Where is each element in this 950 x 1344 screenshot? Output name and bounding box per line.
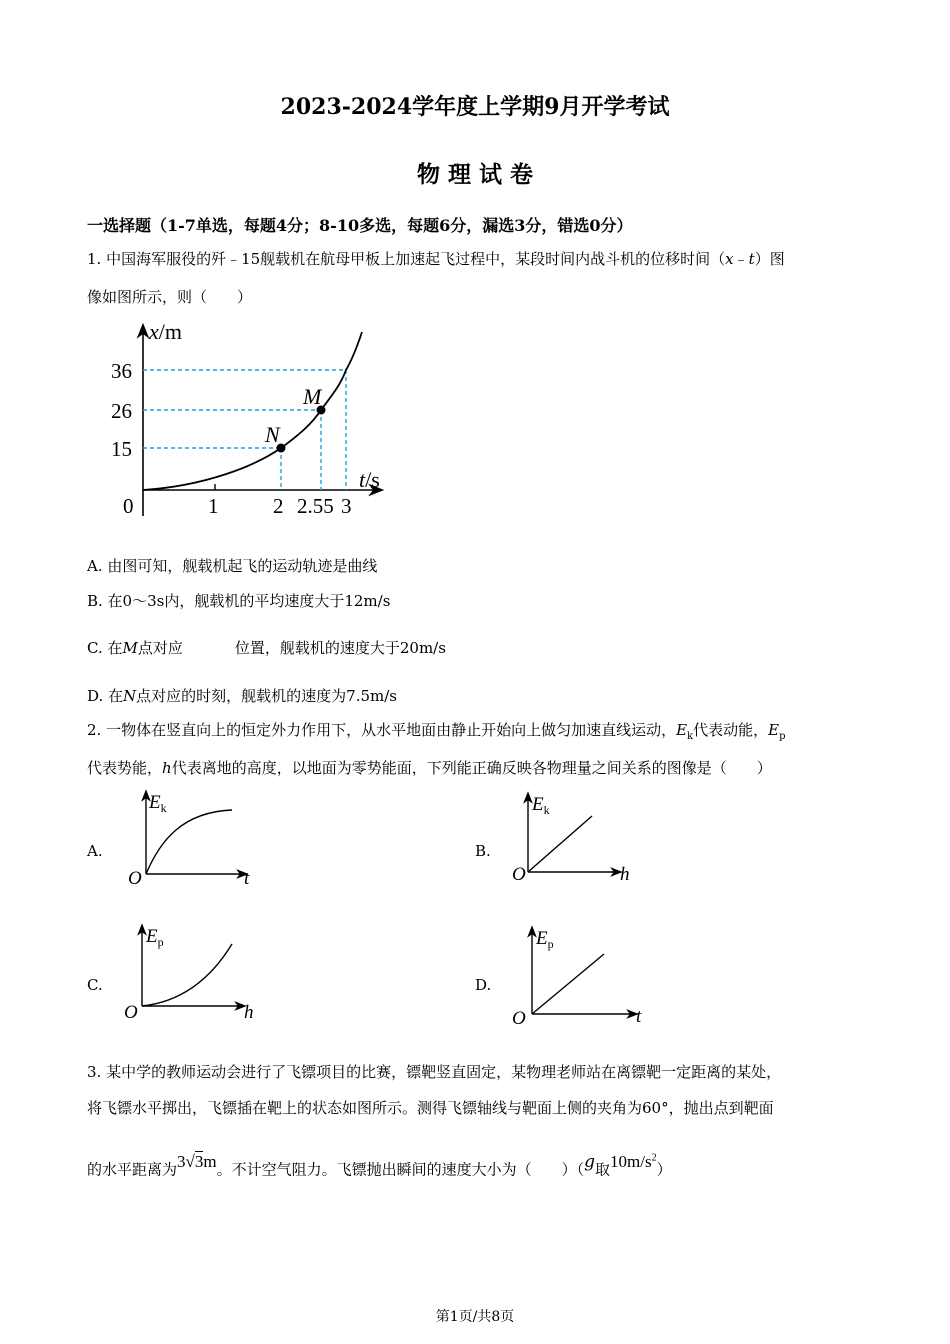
- q2-graph-a[interactable]: [120, 786, 270, 890]
- q2-graph-b[interactable]: [508, 786, 658, 890]
- q2-graph-c[interactable]: [120, 920, 270, 1024]
- origin-d: O: [512, 1008, 526, 1029]
- q2-option-a-label[interactable]: A.: [87, 842, 103, 860]
- line-d: [532, 954, 604, 1014]
- y-label-b: $E_k$: [532, 794, 550, 817]
- y-tick-26: 26: [111, 399, 132, 423]
- x-label-a: t: [244, 868, 250, 889]
- q3-stem-line3: 的水平距离为3√3m。不计空气阻力。飞镖抛出瞬间的速度大小为（ ）（g取$10m/s^2$）: [87, 1151, 672, 1179]
- y-label-c: $E_p$: [146, 926, 164, 949]
- exam-title: 2023-2024学年度上学期9月开学考试: [280, 94, 670, 120]
- q2-stem-line1: 2. 一物体在竖直向上的恒定外力作用下，从水平地面由静止开始向上做匀加速直线运动，$E_k$代表动能，$E_p$: [87, 721, 786, 742]
- x-tick-2-55: 2.55: [297, 494, 334, 518]
- x-label-c: h: [244, 1002, 254, 1023]
- x-tick-2: 2: [273, 494, 284, 518]
- x-label-d: t: [636, 1006, 642, 1027]
- q1-stem-line1: 1. 中国海军服役的歼﹣15舰载机在航母甲板上加速起飞过程中，某段时间内战斗机的位移时间（x﹣t）图: [87, 250, 785, 268]
- y-tick-15: 15: [111, 437, 132, 461]
- q2-option-b-label[interactable]: B.: [475, 842, 491, 860]
- x-label-b: h: [620, 864, 630, 885]
- x-tick-3: 3: [341, 494, 352, 518]
- q2-option-d-label[interactable]: D.: [475, 976, 492, 994]
- x-axis-label: t/s: [359, 467, 380, 492]
- q2-stem-line2: 代表势能，h代表离地的高度，以地面为零势能面，下列能正确反映各物理量之间关系的图像是（ ）: [87, 759, 772, 777]
- distance-value: 3√3m: [177, 1151, 217, 1171]
- section-heading: 一选择题（1-7单选，每题4分；8-10多选，每题6分，漏选3分，错选0分）: [87, 216, 633, 235]
- g-value: $10m/s^2$: [610, 1151, 657, 1171]
- label-n: N: [265, 422, 280, 447]
- q3-stem-line1: 3. 某中学的教师运动会进行了飞镖项目的比赛，镖靶竖直固定，某物理老师站在离镖靶一定距离的某处，: [87, 1063, 782, 1081]
- q2-option-c-label[interactable]: C.: [87, 976, 103, 994]
- q1-stem-line2: 像如图所示，则（ ）: [87, 288, 253, 306]
- xt-curve: [143, 332, 362, 490]
- q1-option-a[interactable]: A. 由图可知，舰载机起飞的运动轨迹是曲线: [87, 557, 378, 575]
- label-m: M: [303, 384, 322, 409]
- curve-a: [146, 810, 232, 874]
- origin-b: O: [512, 864, 526, 885]
- y-tick-36: 36: [111, 359, 132, 383]
- q3-stem-line2: 将飞镖水平掷出，飞镖插在靶上的状态如图所示。测得飞镖轴线与靶面上侧的夹角为60°，抛出点到靶面: [87, 1099, 774, 1117]
- q1-option-b[interactable]: B. 在0～3s内，舰载机的平均速度大于12m/s: [87, 592, 391, 610]
- y-label-a: $E_k$: [149, 792, 167, 815]
- q2-graph-d[interactable]: [508, 922, 658, 1030]
- q1-option-c[interactable]: C. 在M点对应 位置，舰载机的速度大于20m/s: [87, 639, 446, 657]
- curve-c: [142, 944, 232, 1006]
- origin-label: 0: [123, 494, 134, 518]
- q1-xt-graph: [105, 318, 395, 523]
- subject-title: 物 理 试 卷: [416, 161, 534, 188]
- q1-option-d[interactable]: D. 在N点对应的时刻，舰载机的速度为7.5m/s: [87, 687, 397, 705]
- page-number: 第1页/共8页: [435, 1309, 515, 1325]
- y-axis-label: x/m: [149, 319, 182, 344]
- origin-c: O: [124, 1002, 138, 1023]
- y-label-d: $E_p$: [536, 928, 554, 951]
- origin-a: O: [128, 868, 142, 889]
- line-b: [528, 816, 592, 872]
- x-tick-1: 1: [208, 494, 219, 518]
